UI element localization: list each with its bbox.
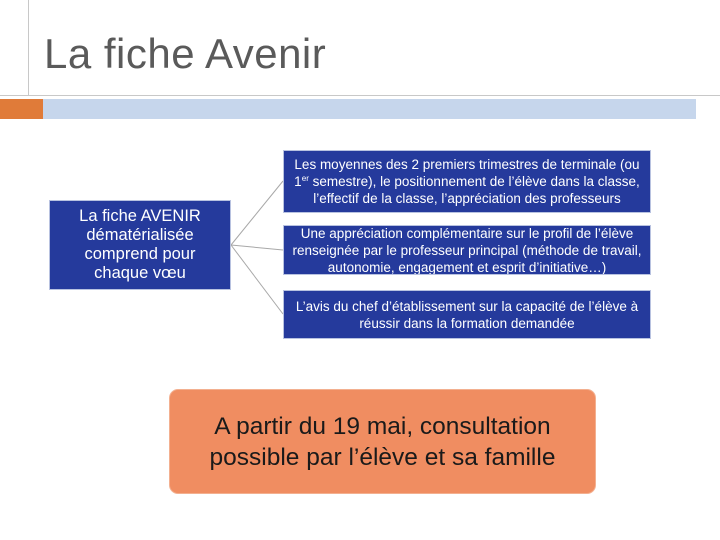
connector-line-1 (231, 181, 283, 245)
detail-box-grades-text: Les moyennes des 2 premiers trimestres de terminale (ou 1er semestre), le positionnement de l’élève dans la classe, l’effectif de la classe, l’appréciation des professeurs (294, 157, 640, 206)
detail-box-principal-opinion (283, 290, 651, 339)
detail-box-grades (283, 150, 651, 213)
detail-box-principal-opinion-text: L’avis du chef d’établissement sur la capacité de l’élève à réussir dans la formation demandée (295, 298, 639, 331)
consultation-callout: A partir du 19 mai, consultation possible par l’élève et sa famille (169, 389, 596, 494)
title-divider-horizontal (0, 95, 720, 96)
accent-bar-orange (0, 99, 43, 119)
connector-line-2 (231, 245, 283, 250)
connector-line-3 (231, 245, 283, 314)
detail-box-profile (283, 225, 651, 275)
main-box: La fiche AVENIR dématérialisée comprend pour chaque vœu (49, 200, 231, 290)
title-divider-vertical (28, 0, 29, 95)
slide-title: La fiche Avenir (44, 30, 327, 77)
detail-box-profile-text: Une appréciation complémentaire sur le profil de l’élève renseignée par le professeur principal (méthode de travail, autonomie, engagement et esprit d’initiative…) (292, 225, 642, 275)
accent-bar-blue (43, 99, 696, 119)
